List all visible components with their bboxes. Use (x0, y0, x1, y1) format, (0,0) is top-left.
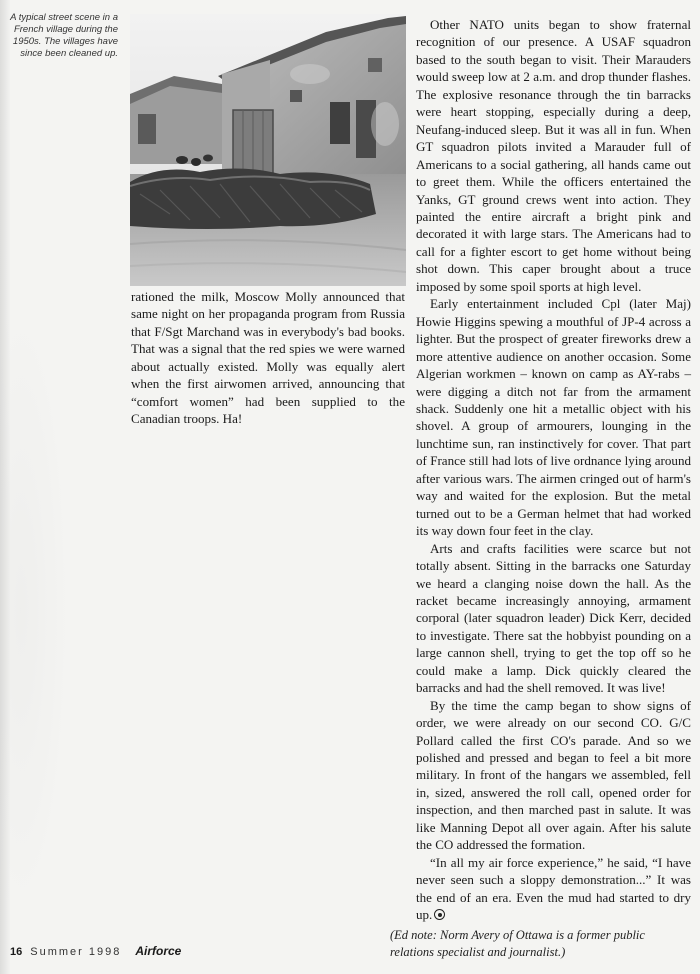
right-paragraph-3: Arts and crafts facilities were scarce but not totally absent. Sitting in the barracks one Saturday we heard a clanging noise down the hall. As the racket became increasingly annoying, armament corporal (later squadron leader) Dick Kerr, decided to investigate. There sat the hobbyist pounding on a large cannon shell, trying to get the top off so he could make a lamp. Dick quickly cleared the barracks and had the shell removed. It was live! (416, 540, 691, 696)
left-paragraph-1: rationed the milk, Moscow Molly announced that same night on her propaganda program from Russia that F/Sgt Marchand was in everybody's bad books. That was a signal that the red spies we were warned about actually existed. Molly was equally alert when the first airwomen arrived, announcing that “comfort women” had been supplied to the Canadian troops. Ha! (131, 289, 405, 427)
magazine-name: Airforce (135, 944, 182, 958)
village-street-photo (130, 14, 406, 286)
right-paragraph-5 (416, 854, 691, 924)
closing-paragraph-text: “In all my air force experience,” he said, “I have never seen such a sloppy demonstration...” It was the end of an era. Even the mud had started to dry up. (416, 854, 691, 923)
end-of-article-icon (434, 909, 445, 920)
right-column-text (416, 16, 691, 924)
right-paragraph-4: By the time the camp began to show signs of order, we were already on our second CO. G/C Pollard called the first CO's parade. And so we polished and pressed and began to feel a bit more military. In front of the hangars we assembled, fell in, sized, answered the roll call, opened order for inspection, and then marched past in salute. It was like Manning Depot all over again. After his salute the CO addressed the formation. (416, 697, 691, 853)
right-paragraph-2: Early entertainment included Cpl (later Maj) Howie Higgins spewing a mouthful of JP-4 across a lighter. But the prospect of greater fireworks drew a more attentive audience on another occasion. Some Algerian workmen – known on camp as AY-rabs – were digging a ditch not far from the armament shack. Suddenly one hit a metallic object with his shovel. A group of armourers, lounging in the lunchtime sun, ran instinctively for cover. That part of France still had lots of live ordnance lying around after various wars. The airmen cringed out of harm's way and waited for the explosion. But the metal turned out to be a German helmet that had worked its way down four feet in the clay. (416, 296, 691, 539)
photo-illustration (130, 14, 406, 286)
issue-date: Summer 1998 (30, 946, 122, 958)
editor-note: (Ed note: Norm Avery of Ottawa is a former public relations specialist and journalist.) (390, 928, 645, 959)
left-column-text (131, 288, 405, 428)
page-footer (10, 944, 181, 962)
bleed-through-shadow (0, 300, 70, 920)
photo-caption: A typical street scene in a French village during the 1950s. The villages have since been cleaned up. (10, 12, 118, 59)
right-paragraph-1: Other NATO units began to show fraternal recognition of our presence. A USAF squadron based to the south began to visit. Their Marauders would sweep low at 2 a.m. and drop thunder flashes. The explosive resonance through the tin barracks were heart stopping, especially during a deep, Neufang-induced sleep. But it was all in fun. When GT squadron pilots invited a Marauder full of Americans to a social gathering, all hands came out to greet them. While the officers entertained the Yanks, GT ground crews went into action. They painted the entire aircraft a bright pink and decorated it with large stars. The Americans had to call for a fighter escort to get home without being shot down. This caper brought about a truce imposed by some spoil sports at high level. (416, 17, 691, 294)
page-number: 16 (10, 946, 23, 958)
